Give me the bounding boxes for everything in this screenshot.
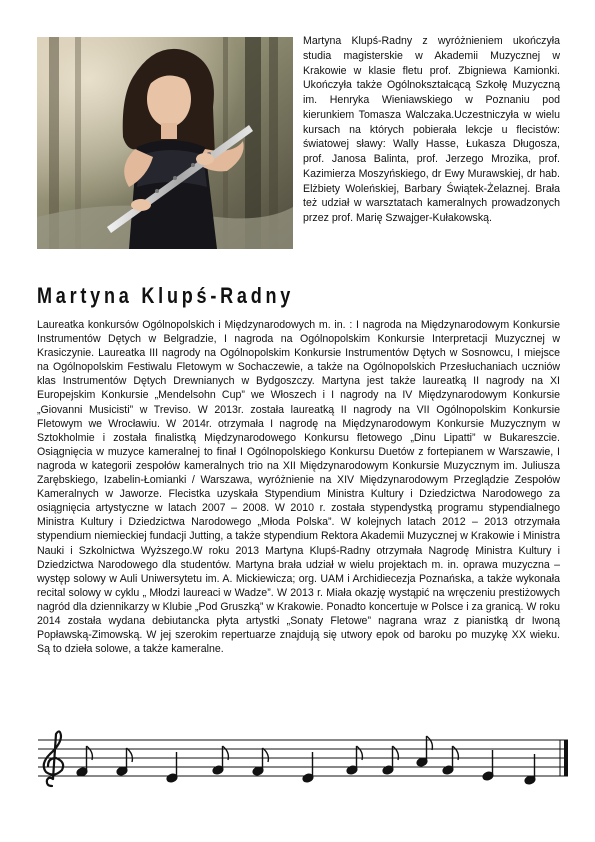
intro-paragraph: Martyna Klupś-Radny z wyróżnieniem ukończyła studia magisterskie w Akademii Muzycznej w Krakowie w klasie fletu prof. Zbigniewa Kamionki. Ukończyła także Ogólnokształcącą Szkołę Muzyczną im. Henryka Wieniawskiego w Poznaniu pod kierunkiem Tomasza Walczaka.Uczestniczyła w wielu kursach na których pobierała lekcje u flecistów: światowej sławy: Wally Hasse, Łukasza Długosza, prof. Janosa Balinta, prof. Jerzego Mrozika, prof. Kazimierza Moszyńskiego, dr Ewy Murawskiej, dr hab. Elżbiety Woleńskiej, Barbary Świątek-Żelaznej. Brała też udział w warsztatach kameralnych prowadzonych przez prof. Marię Szwajger-Kułakowską.	[303, 35, 560, 224]
flutist-photo	[37, 37, 293, 249]
biography-paragraph: Laureatka konkursów Ogólnopolskich i Międzynarodowych m. in. : I nagroda na Międzynarodowym Konkursie Instrumentów Dętych w Belgradzie, I nagroda na Ogólnopolskim Konkursie Interpretacji Muzycznej w Krasiczynie. Laureatka III nagrody na Ogólnopolskim Konkursie Instrumentów Dętych w Sosnowcu, I miejsce na Ogólnopolskim Festiwalu Fletowym w Sochaczewie, a także na Ogólnopolskich Przesłuchaniach uczniów klas Instrumentów Dętych Drewnianych w Bydgoszczy. Martyna jest także laureatką II nagrody na XI Europejskim Konkursie „Mendelsohn Cup” we Włoszech i I nagrody na IV Międzynarodowym Konkursie „Giovanni Musicisti” w Treviso. W 2013r. została laureatką II nagrody na VII Ogólnopolskim Konkursie Fletowym we Wrocławiu. W 2014r. otrzymała I nagrodę na Międzynarodowym Konkursie Muzycznym w Sztokholmie i została finalistką Międzynarodowego Konkursu fletowego „Dinu Lipatti” w Bukareszcie. Osiągnięcia w muzyce kameralnej to finał I Ogólnopolskiego Konkursu Duetów z fortepianem w Warszawie, I nagroda w kategorii zespołów kameralnych trio na XII Międzynarodowym Konkursie Muzycznym im. Juliusza Zarębskiego, Izabelin-Łomianki / Warszawa, wyróżnienie na XIV Międzynarodowym Przeglądzie Zespołów Kameralnych w Jaworze. Flecistka uzyskała Stypendium Ministra Kultury i Dziedzictwa Narodowego za osiągnięcia artystyczne w latach 2007 – 2008. W 2010 r. została stypendystką programu stypendialnego Ministra Kultury i Dziedzictwa Narodowego „Młoda Polska”. W kolejnych latach 2012 – 2013 otrzymała stypendium niemieckiej fundacji Jutting, a także stypendium Rektora Akademii Muzycznej w Krakowie i Ministra Nauki i Szkolnictwa Wyższego.W roku 2013 Martyna Klupś-Radny otrzymała Nagrodę Ministra Kultury i Dziedzictwa Narodowego dla studentów. Martyna brała udział w wielu projektach m. in. oprawa muzyczna – występ solowy w Auli Uniwersytetu im. A. Mickiewicza; org. UAM i Archidiecezja Poznańska, a także wykonała recital solowy w cyklu „ Młodzi laureaci w Wadze”. W 2013 r. Miała okazję wystąpić na wręczeniu prestiżowych nagród dla dziennikarzy w Klubie „Pod Gruszką” w Krakowie. Ponadto koncertuje w Polsce i za granicą. W roku 2014 została wydana debiutancka płyta artystki „Sonaty Fletowe” nagrana wraz z pianistką dr Iwoną Popławską-Zimowską. W jej szerokim repertuarze znajdują się utwory epok od baroku po muzykę XX wieku. Są to dzieła solowe, a także kameralne.	[37, 319, 560, 656]
music-staff-icon	[30, 728, 570, 790]
page-title: Martyna Klupś-Radny	[37, 283, 295, 308]
